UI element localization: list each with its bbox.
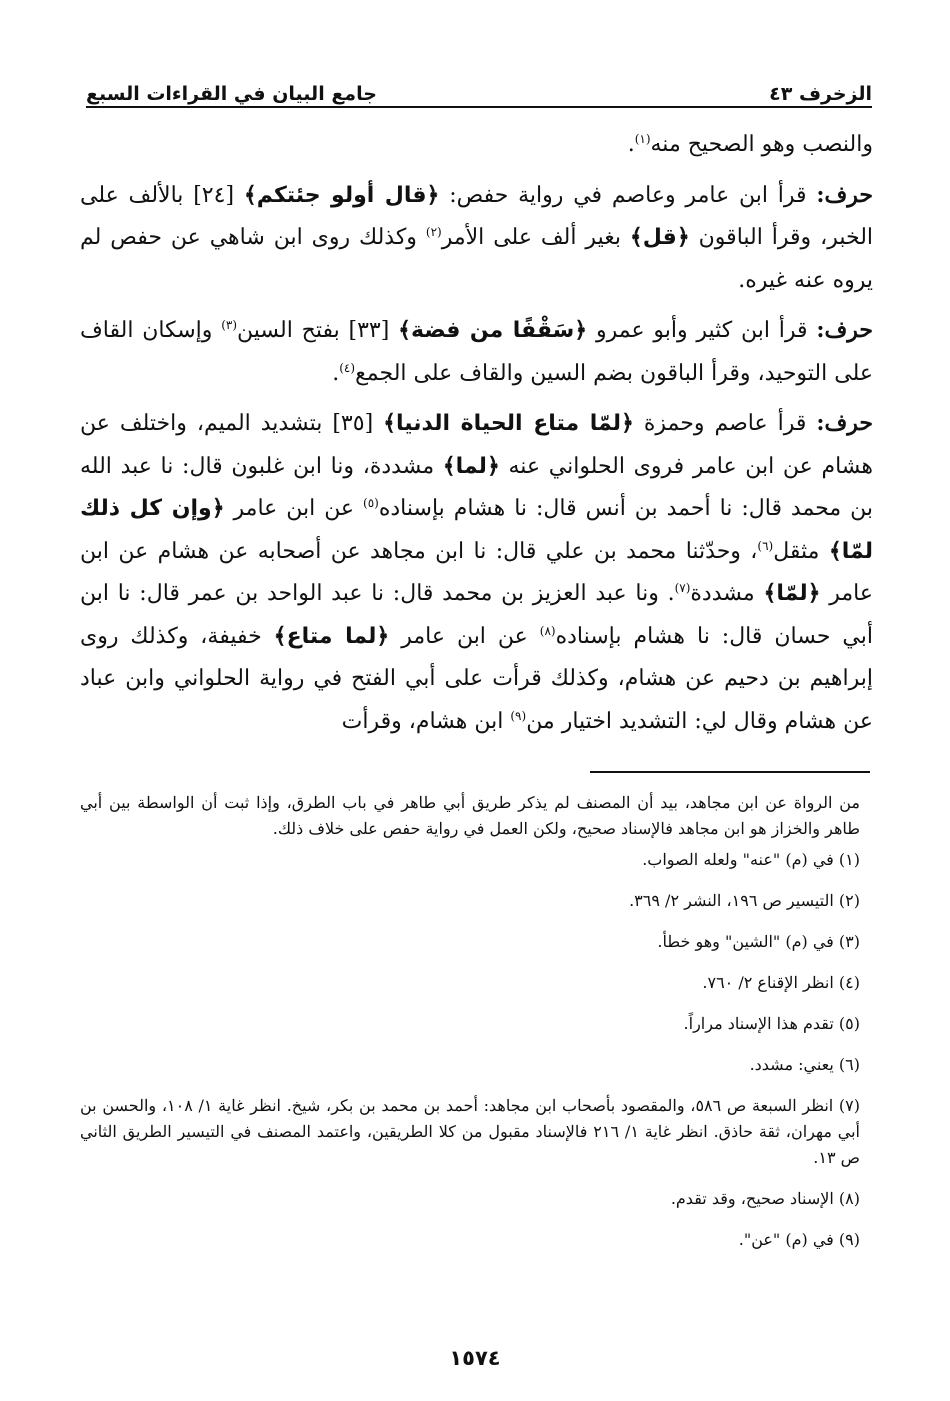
paragraph-harf-24: [80, 174, 873, 303]
paragraph-harf-33: [80, 309, 873, 395]
paragraph-text: خفيفة، وكذلك روى إبراهيم بن دحيم عن هشام، وكذلك قرأت على أبي الفتح في رواية الحلواني وابن عباد عن هشام وقال لي: التشديد اختيار من: [80, 623, 873, 734]
paragraph-text: قرأ عاصم وحمزة: [633, 411, 817, 436]
quran-quote: ﴿لمّا متاع الحياة الدنيا﴾: [383, 411, 634, 436]
verse-number: [٣٣]: [339, 318, 399, 343]
quran-quote: ﴿سَقْفًا من فضة﴾: [398, 318, 588, 343]
paragraph-text: عن ابن عامر: [224, 496, 364, 521]
quran-quote: ﴿لمّا﴾: [763, 581, 821, 606]
paragraph-text: وإسكان القاف على التوحيد، وقرأ الباقون بضم السين والقاف على الجمع: [80, 318, 873, 386]
harf-label: حرف:: [816, 181, 874, 208]
page-number: ١٥٧٤: [449, 1346, 501, 1370]
footnote-4: (٤) انظر الإقناع ٢/ ٧٦٠.: [702, 973, 860, 992]
footnote-ref-5: (٥): [363, 496, 379, 510]
paragraph-continuation: [80, 124, 873, 167]
paragraph-text: ابن هشام، وقرأت: [341, 708, 511, 734]
footnotes: [80, 790, 870, 1253]
paragraph-text: قرأ ابن كثير وأبو عمرو: [587, 318, 817, 343]
quran-quote: ﴿قال أولو جئتكم﴾: [243, 182, 440, 208]
verse-number: [٢٤]: [183, 182, 244, 208]
quran-quote: ﴿لما متاع﴾: [273, 623, 390, 649]
footnote-ref-7: (٧): [674, 581, 691, 595]
footnote-5: (٥) تقدم هذا الإسناد مراراً.: [683, 1014, 860, 1033]
quran-quote: ﴿وإن كل ذلك لمّا﴾: [80, 496, 873, 564]
paragraph-text: قرأ ابن عامر وعاصم في رواية حفص:: [439, 182, 817, 208]
main-text: [80, 124, 873, 743]
footnote-ref-8: (٨): [539, 623, 556, 638]
paragraph-text: مشددة: [690, 581, 764, 606]
paragraph-text: بفتح السين: [237, 318, 340, 343]
footnote-ref-6: (٦): [757, 538, 774, 553]
running-header: [86, 72, 872, 104]
footnote-9: (٩) في (م) "عن".: [738, 1230, 860, 1249]
footnote-8: (٨) الإسناد صحيح، وقد تقدم.: [670, 1189, 860, 1208]
paragraph-text: والنصب وهو الصحيح منه: [650, 132, 873, 157]
paragraph-text: بتشديد الميم، واختلف عن هشام عن ابن عامر فروى الحلواني عنه: [80, 411, 873, 479]
footnote-ref-1: (١): [634, 132, 651, 146]
quran-quote: ﴿قل﴾: [629, 225, 690, 250]
header-divider: [86, 106, 872, 108]
footnote-1: (١) في (م) "عنه" ولعله الصواب.: [642, 850, 860, 869]
paragraph-text: وكذلك روى ابن شاهي عن حفص لم يروه عنه غيره.: [80, 225, 873, 293]
quran-quote: ﴿لما﴾: [442, 453, 500, 479]
book-title: جامع البيان في القراءات السبع: [86, 83, 377, 105]
paragraph-text: ، وحدّثنا محمد بن علي قال: نا ابن مجاهد عن أصحابه عن هشام عن ابن عامر: [80, 538, 873, 606]
paragraph-text: . ونا عبد العزيز بن محمد قال: نا عبد الواحد بن عمر قال: نا ابن أبي حسان قال: نا هشام بإسناده: [80, 581, 873, 649]
paragraph-text: بغير ألف على الأمر: [441, 225, 630, 250]
footnote-3: (٣) في (م) "الشين" وهو خطأ.: [657, 932, 860, 951]
paragraph-harf-35: [80, 402, 873, 743]
footnote-divider: [590, 771, 870, 773]
footnote-6: (٦) يعني: مشدد.: [749, 1055, 860, 1074]
footnote-ref-2: (٢): [425, 225, 442, 239]
footnote-continuation: من الرواة عن ابن مجاهد، بيد أن المصنف لم يذكر طريق أبي طاهر في باب الطرق، وإذا ثبت أن الواسطة بين أبي طاهر والخزاز هو ابن مجاهد فالإسناد صحيح، ولكن العمل في رواية حفص على خلاف ذلك.: [80, 793, 861, 838]
surah-label: الزخرف ٤٣: [769, 83, 872, 105]
verse-number: [٣٥]: [322, 411, 384, 436]
paragraph-text: .: [627, 132, 635, 157]
footnote-ref-4: (٤): [339, 360, 356, 375]
paragraph-text: عن ابن عامر: [389, 623, 540, 649]
footnote-2: (٢) التيسير ص ١٩٦، النشر ٢/ ٣٦٩.: [629, 891, 860, 910]
paragraph-text: مشددة، ونا ابن غلبون قال: نا عبد الله بن محمد قال: نا أحمد بن أنس قال: نا هشام بإسناده: [80, 453, 873, 521]
harf-label: حرف:: [816, 410, 874, 436]
paragraph-text: .: [332, 360, 340, 386]
footnote-ref-9: (٩): [510, 708, 527, 723]
footnote-ref-3: (٣): [221, 318, 238, 332]
footnote-7: (٧) انظر السبعة ص ٥٨٦، والمقصود بأصحاب ابن مجاهد: أحمد بن محمد بن بكر، شيخ. انظر غاية ١/ ١٠٨، والحسن بن أبي مهران، ثقة حاذق. انظر غاية ١/ ٢١٦ فالإسناد مقبول من كلا الطريقين، واعتمد المصنف في التيسير الطريق الثاني ص ١٣.: [80, 1096, 861, 1167]
paragraph-text: بالألف على الخبر، وقرأ الباقون: [80, 182, 874, 250]
harf-label: حرف:: [816, 317, 874, 343]
paragraph-text: مثقل: [773, 538, 829, 564]
